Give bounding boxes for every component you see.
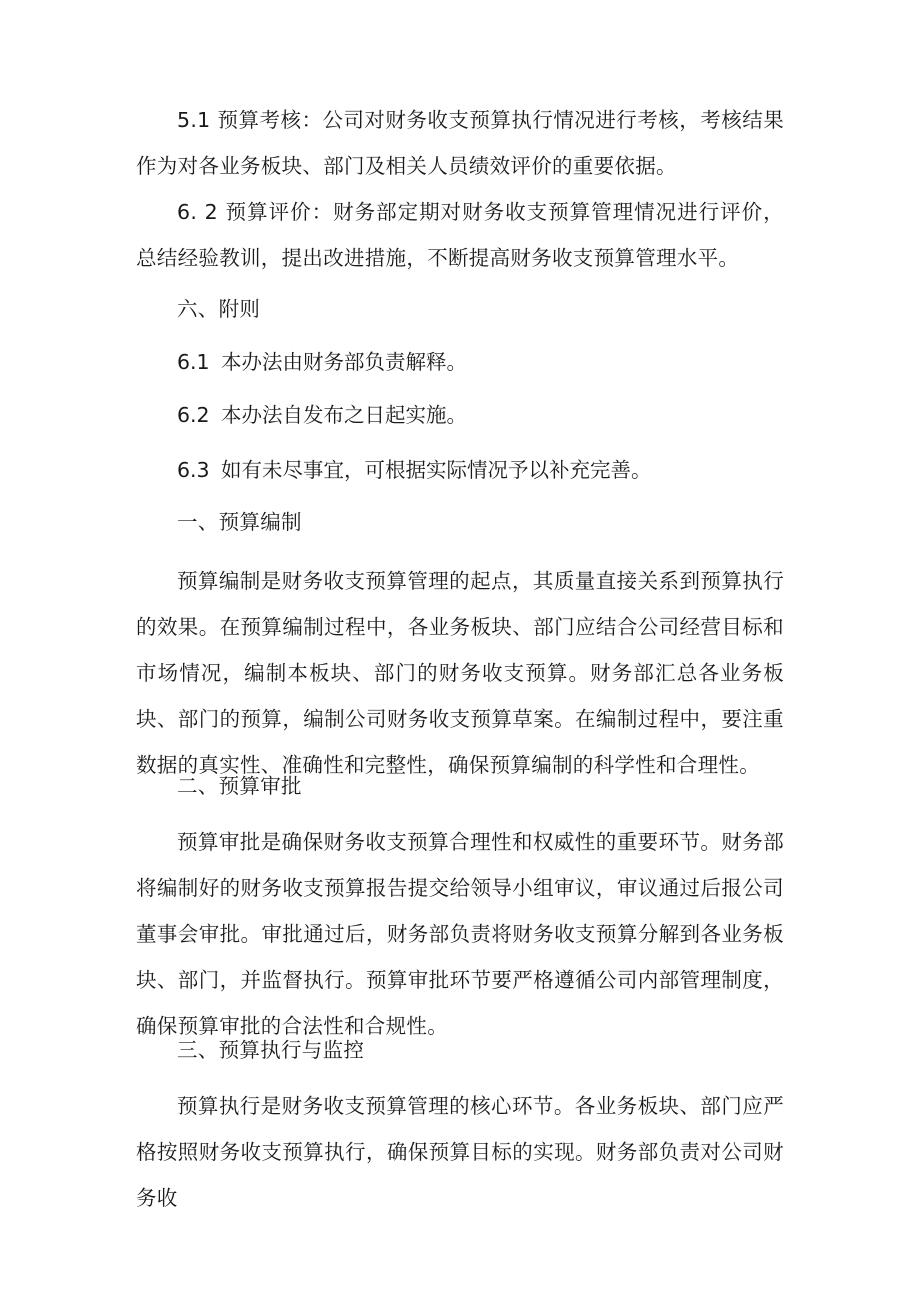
list-item xyxy=(177,339,467,385)
section-heading-one: 一、预算编制 xyxy=(177,510,302,534)
paragraph-5-1 xyxy=(136,97,784,189)
clause-number: 6. 2 xyxy=(177,200,219,224)
paragraph-budget-approval: 预算审批是确保财务收支预算合理性和权威性的重要环节。财务部将编制好的财务收支预算报告提交给领导小组审议，审议通过后报公司董事会审批。审批通过后，财务部负责将财务收支预算分解到各业务板块、部门，并监督执行。预算审批环节要严格遵循公司内部管理制度，确保预算审批的合法性和合规性。 xyxy=(136,830,784,1038)
section-heading-three: 三、预算执行与监控 xyxy=(177,1038,365,1062)
section-heading-two: 二、预算审批 xyxy=(177,774,302,798)
clause-text: 预算评价：财务部定期对财务收支预算管理情况进行评价，总结经验教训，提出改进措施，不断提高财务收支预算管理水平。 xyxy=(136,200,784,270)
paragraph-budget-preparation: 预算编制是财务收支预算管理的起点，其质量直接关系到预算执行的效果。在预算编制过程中，各业务板块、部门应结合公司经营目标和市场情况，编制本板块、部门的财务收支预算。财务部汇总各业务板块、部门的预算，编制公司财务收支预算草案。在编制过程中，要注重数据的真实性、准确性和完整性，确保预算编制的科学性和合理性。 xyxy=(136,569,784,777)
section-heading-six: 六、附则 xyxy=(177,297,261,321)
paragraph-budget-execution: 预算执行是财务收支预算管理的核心环节。各业务板块、部门应严格按照财务收支预算执行，确保预算目标的实现。财务部负责对公司财务收 xyxy=(136,1094,784,1210)
item-text: 如有未尽事宜，可根据实际情况予以补充完善。 xyxy=(221,458,652,482)
clause-text: 预算考核：公司对财务收支预算执行情况进行考核，考核结果作为对各业务板块、部门及相关人员绩效评价的重要依据。 xyxy=(136,108,784,178)
clause-number: 5.1 xyxy=(177,108,211,132)
paragraph-6-2 xyxy=(136,189,784,281)
item-number: 6.3 xyxy=(177,458,210,482)
item-number: 6.2 xyxy=(177,403,210,427)
list-item xyxy=(177,392,467,438)
item-number: 6.1 xyxy=(177,350,210,374)
item-text: 本办法自发布之日起实施。 xyxy=(221,403,467,427)
item-text: 本办法由财务部负责解释。 xyxy=(221,350,467,374)
list-item xyxy=(177,447,652,493)
